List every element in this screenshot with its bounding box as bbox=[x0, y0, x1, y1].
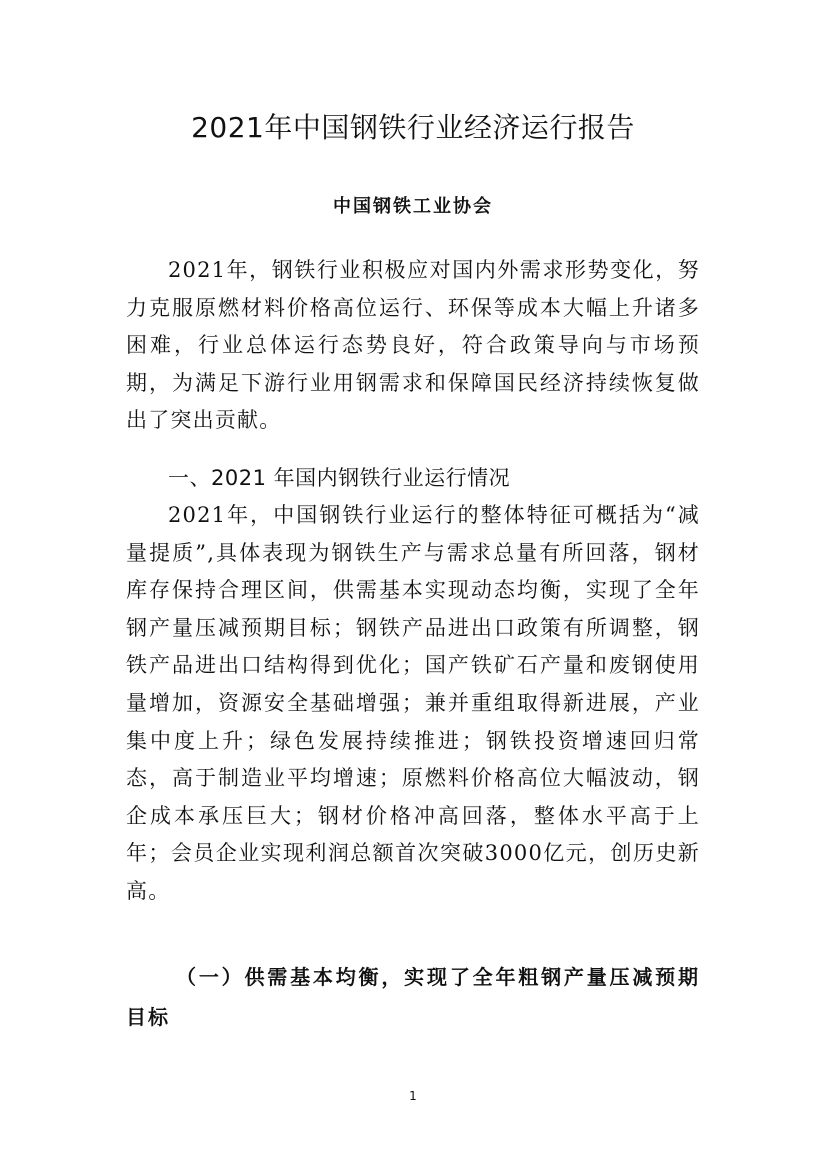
section-heading: 一、2021 年国内钢铁行业运行情况 bbox=[168, 466, 511, 490]
document-author: 中国钢铁工业协会 bbox=[333, 196, 493, 217]
subsection-heading: （一）供需基本均衡，实现了全年粗钢产量压减预期目标 bbox=[126, 965, 700, 1029]
intro-paragraph: 2021年，钢铁行业积极应对国内外需求形势变化，努力克服原燃材料价格高位运行、环保等成本大幅上升诸多困难，行业总体运行态势良好，符合政策导向与市场预期，为满足下游行业用钢需求和保障国民经济持续恢复做出了突出贡献。 bbox=[126, 258, 700, 433]
page-number: 1 bbox=[409, 1089, 417, 1103]
section-paragraph: 2021年，中国钢铁行业运行的整体特征可概括为“减量提质”,具体表现为钢铁生产与需求总量有所回落，钢材库存保持合理区间，供需基本实现动态均衡，实现了全年钢产量压减预期目标；钢铁产品进出口政策有所调整，钢铁产品进出口结构得到优化；国产铁矿石产量和废钢使用量增加，资源安全基础增强；兼并重组取得新进展，产业集中度上升；绿色发展持续推进；钢铁投资增速回归常态，高于制造业平均增速；原燃料价格高位大幅波动，钢企成本承压巨大；钢材价格冲高回落，整体水平高于上年；会员企业实现利润总额首次突破3000亿元，创历史新高。 bbox=[126, 503, 700, 903]
document-title: 2021年中国钢铁行业经济运行报告 bbox=[191, 111, 635, 144]
